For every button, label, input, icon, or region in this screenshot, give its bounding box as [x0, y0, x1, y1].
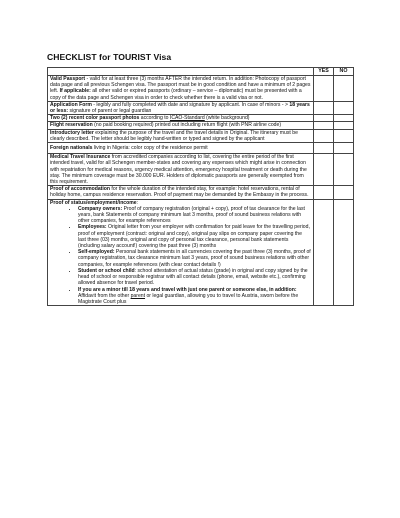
item-text: Proof of company registration (original + copy), proof of tax clearance for the last years, bank Statements of company minimum last 3 months, proof of sound business relations with other companies, for example references — [78, 205, 305, 225]
table-row — [48, 76, 354, 102]
row-application-form — [48, 101, 314, 114]
row-text: - valid for at least three (3) months AFTER the intended return. In addition: Photocopy of passport data page and all previous Schengen visa. The passport must be in good condition and have a minimum of 2 pages left. — [50, 76, 311, 95]
no-cell[interactable] — [334, 143, 354, 154]
yes-cell[interactable] — [314, 76, 334, 102]
no-cell[interactable] — [334, 101, 354, 114]
table-row — [48, 101, 354, 114]
item-text: Original letter from your employer with confirmation for paid leave for the travelling period, proof of employment (contract: original and copy), original pay slips on company paper covering the last three (03) months, original and copy of personal tax clearance, personal bank statements (including salary account!) covering the past three (3) months — [78, 224, 310, 250]
table-row — [48, 154, 354, 186]
yes-cell[interactable] — [314, 101, 334, 114]
row-text: signature of parent or legal guardian — [68, 108, 152, 115]
row-passport — [48, 76, 314, 102]
list-item — [78, 206, 311, 225]
row-text: according to — [139, 115, 170, 122]
no-cell[interactable] — [334, 154, 354, 186]
row-text: for the whole duration of the intended stay, for example: hotel reservations, rental of holiday home, campus residence reservation. Proof of payment may be demanded by the Embassy in the process. — [50, 186, 309, 199]
row-heading: Application Form — [50, 101, 92, 108]
list-item — [78, 268, 311, 287]
item-label: Student or school child — [78, 267, 135, 274]
row-heading: Foreign nationals — [50, 145, 93, 152]
yes-cell[interactable] — [314, 143, 334, 154]
row-text: (white background) — [204, 115, 250, 122]
row-heading: Proof of accommodation — [50, 186, 110, 193]
table-row — [48, 186, 354, 199]
item-text: Affidavit from the other — [78, 292, 131, 299]
table-row — [48, 115, 354, 122]
item-text: or legal guardian, allowing you to travel to Austria, sworn before the Magistrate Court plus — [78, 292, 299, 305]
row-text: explaining the purpose of the travel and the travel details in Original. The itinerary must be clearly described. The letter should be legibly hand-written or typed and signed by the applicant — [50, 129, 298, 142]
item-text: Personal bank statements in all currencies covering the past three (3) months, proof of company registration, tax clearance minimum last 3 years, proof of sound business relations with other companies, for example references (with clear contact details !) — [78, 249, 311, 268]
yes-cell[interactable] — [314, 154, 334, 186]
item-label: If you are a minor till 18 years and travel with just one parent or someone else, in addition: — [78, 286, 297, 293]
header-empty — [48, 68, 314, 76]
row-flight — [48, 122, 314, 129]
table-row — [48, 199, 354, 305]
yes-cell[interactable] — [314, 186, 334, 199]
row-underlined-text: ICAO-Standard — [169, 115, 205, 122]
row-text: from accredited companies according to list, covering the entire period of the first intended travel, valid for all Schengen member-states and covering any expenses which might arise in connection with repatriation for medical reasons, urgency medical attention, emergency hospital treatment or death during the stay. The minimum coverage must be 30.000 EUR. Holders of diplomatic passports are generally exempted from this requirement. — [50, 154, 307, 186]
no-cell[interactable] — [334, 129, 354, 142]
row-text: all other valid or expired passports (ordinary – service – diplomatic) must be presented with a copy of the data page and Schengen visa in order to check whether there is a valid visa or not. — [50, 88, 302, 101]
item-text: : school attestation of actual status (grade) in original and copy signed by the head of school or responsible registrar with all contact details (phone, email, website etc.), confirming allowed absence for travel period. — [78, 267, 308, 287]
row-heading: Introductory letter — [50, 129, 94, 136]
row-foreign-nationals — [48, 143, 314, 154]
row-heading: If applicable: — [59, 88, 91, 95]
list-item — [78, 287, 311, 306]
row-insurance — [48, 154, 314, 186]
table-row — [48, 122, 354, 129]
item-label: Employees: — [78, 224, 107, 231]
yes-cell[interactable] — [314, 122, 334, 129]
row-accommodation — [48, 186, 314, 199]
item-underlined-text: parent — [130, 292, 146, 299]
list-item — [78, 224, 311, 249]
row-bold-text: 18 years or less: — [50, 101, 310, 115]
yes-cell[interactable] — [314, 129, 334, 142]
item-label: Company owners: — [78, 205, 123, 212]
no-cell[interactable] — [334, 76, 354, 102]
row-text: (no paid booking required) printed out including return flight (with PNR airline code) — [92, 122, 282, 129]
row-text: : — [136, 199, 139, 206]
no-cell[interactable] — [334, 122, 354, 129]
row-intro-letter — [48, 129, 314, 142]
checklist-table — [47, 67, 354, 306]
row-heading: Valid Passport — [50, 76, 86, 82]
no-cell[interactable] — [334, 186, 354, 199]
yes-cell[interactable] — [314, 115, 334, 122]
header-yes: YES — [314, 68, 334, 76]
row-heading: Two (2) recent color passport photos — [50, 115, 140, 122]
no-cell[interactable] — [334, 199, 354, 305]
row-heading: Flight reservation — [50, 122, 93, 129]
header-no: NO — [334, 68, 354, 76]
yes-cell[interactable] — [314, 199, 334, 305]
table-row — [48, 129, 354, 142]
row-proof-of-status — [48, 199, 314, 305]
table-row — [48, 143, 354, 154]
page-title: CHECKLIST for TOURIST Visa — [47, 52, 172, 62]
table-header-row — [48, 68, 354, 76]
row-text: living in Nigeria: color copy of the residence permit — [92, 145, 208, 152]
proof-list — [50, 206, 311, 305]
no-cell[interactable] — [334, 115, 354, 122]
row-photos — [48, 115, 314, 122]
row-heading: Medical Travel Insurance — [50, 154, 111, 161]
list-item — [78, 249, 311, 268]
row-text: - legibly and fully completed with date and signature by applicant. In case of minors - > — [91, 101, 290, 108]
item-label: Self-employed: — [78, 249, 115, 256]
row-heading: Proof of status/employment/income — [50, 199, 137, 206]
